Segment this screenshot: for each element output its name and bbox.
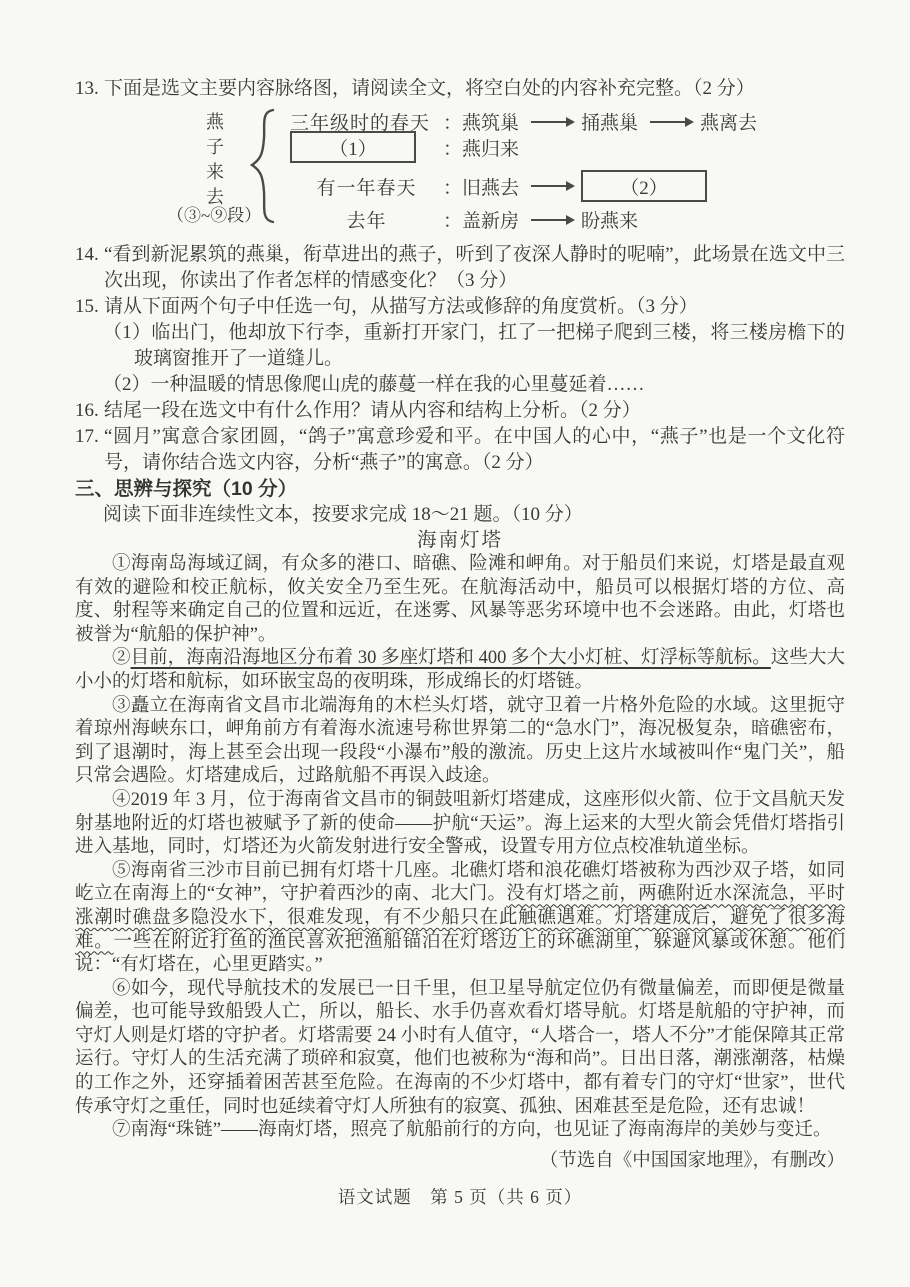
- question-15: [75, 294, 845, 320]
- question-15-number: 15.: [75, 296, 99, 317]
- diagram-row-4-label: 去年: [346, 211, 387, 232]
- question-13-number: 13.: [75, 78, 99, 99]
- paragraph-5-text-start: 海南省三沙市目前已拥有灯塔十几座。北礁灯塔和浪花礁灯塔被称为西沙双子塔，如同屹立在南海上的“女神”，守护着西沙的南、北大门。: [75, 860, 845, 905]
- arrow-icon: [531, 219, 573, 221]
- paragraph-3: [75, 695, 845, 789]
- diagram-row-2-chain: [443, 134, 527, 161]
- page-footer: 语文试题 第 5 页（共 6 页）: [337, 1186, 583, 1207]
- content-outline-diagram: [75, 104, 845, 238]
- question-14: [75, 242, 845, 294]
- paragraph-6: [75, 978, 845, 1120]
- question-16-text: 结尾一段在选文中有什么作用？请从内容和结构上分析。（2 分）: [104, 400, 641, 421]
- paragraph-1-marker: ①: [112, 554, 131, 574]
- diagram-row-3-label-cell: [290, 173, 443, 200]
- paragraph-1: [75, 553, 845, 647]
- diagram-row-4: [290, 206, 646, 233]
- question-15-option-2: [103, 372, 845, 398]
- answer-box-1: （1）: [290, 131, 416, 163]
- section-3-heading: 三、思辨与探究（10 分）: [75, 478, 298, 500]
- diagram-row-3-chain: [443, 170, 715, 202]
- source-attribution: （节选自《中国国家地理》，有删改）: [539, 1150, 845, 1171]
- diagram-row-2: [290, 131, 527, 163]
- diagram-side-label: 燕子来去: [204, 112, 224, 212]
- question-15-option-1-number: （1）: [103, 322, 152, 343]
- diagram-row-1-label: 三年级时的春天: [290, 113, 431, 134]
- paragraph-6-marker: ⑥: [112, 978, 131, 999]
- paragraph-7-marker: ⑦: [112, 1120, 131, 1141]
- page-content: [75, 76, 845, 1226]
- diagram-row-3-item-1: ：旧燕去: [443, 177, 520, 199]
- question-17-number: 17.: [75, 426, 99, 447]
- diagram-row-2-item-1: ：燕归来: [443, 138, 520, 160]
- question-17: [75, 424, 845, 476]
- paragraph-2-text: 这些大大小小的灯塔和航标，如环嵌宝岛的夜明珠，形成绵长的灯塔链。: [75, 648, 845, 692]
- paragraph-2: [75, 647, 845, 694]
- question-16: [75, 398, 845, 424]
- brace-icon: [246, 107, 276, 225]
- question-15-option-2-number: （2）: [103, 374, 151, 395]
- paragraph-3-text: 矗立在海南省文昌市北端海角的木栏头灯塔，就守卫着一片格外危险的水域。这里扼守着琼州海峡东口，岬角前方有着海水流速号称世界第二的“急水门”，海况极复杂，暗礁密布，到了退潮时，海上甚至会出现一段段“小瀑布”般的激流。历史上这片水域被叫作“鬼门关”，船只常会遇险。灯塔建成后，过路航船不再误入歧途。: [75, 695, 845, 787]
- diagram-row-1-item-2: 捅燕巢: [581, 113, 639, 134]
- paragraph-4-text: 2019 年 3 月，位于海南省文昌市的铜鼓咀新灯塔建成，这座形似火箭、位于文昌航天发射基地附近的灯塔也被赋予了新的使命——护航“天运”。海上运来的大型火箭会凭借灯塔指引进入基地，同时，灯塔还为火箭发射进行安全警戒，设置专用方位点校准轨道坐标。: [75, 789, 845, 858]
- paragraph-4-marker: ④: [112, 789, 131, 810]
- question-15-option-1: [103, 320, 845, 372]
- paragraph-6-text: 如今，现代导航技术的发展已一日千里，但卫星导航定位仍有微量偏差，而即便是微量偏差，也可能导致船毁人亡，所以，船长、水手仍喜欢看灯塔导航。灯塔是航船的守护神，而守灯人则是灯塔的守护者。灯塔需要 24 小时有人值守，“人塔合一，塔人不分”才能保障其正常运行。守灯人的生活充满了琐碎和寂寞，他们也被称为“海和尚”。日出日落，潮涨潮落，枯燥的工作之外，还穿插着困苦甚至危险。在海南的不少灯塔中，都有着专门的守灯“世家”，世代传承守灯之重任，同时也延续着守灯人所独有的寂寞、孤独、困难甚至是危险，还有忠诚！: [75, 978, 845, 1117]
- diagram-side-sublabel: （③~⑨段）: [167, 206, 262, 225]
- question-13: [75, 76, 845, 102]
- question-13-text: 下面是选文主要内容脉络图，请阅读全文，将空白处的内容补充完整。（2 分）: [104, 78, 755, 99]
- question-14-number: 14.: [75, 244, 99, 265]
- question-15-option-2-text: 一种温暖的情思像爬山虎的藤蔓一样在我的心里蔓延着……: [150, 374, 645, 395]
- paragraph-5: [75, 860, 845, 978]
- answer-box-2: （2）: [581, 170, 707, 202]
- paragraph-5-marker: ⑤: [112, 860, 131, 881]
- paragraph-3-marker: ③: [112, 695, 131, 716]
- question-16-number: 16.: [75, 400, 99, 421]
- diagram-row-3: [290, 170, 715, 202]
- diagram-row-3-label: 有一年春天: [316, 177, 417, 199]
- arrow-icon: [650, 121, 692, 123]
- question-17-text: “圆月”寓意合家团圆，“鸽子”寓意珍爱和平。在中国人的心中，“燕子”也是一个文化符号，请你结合选文内容，分析“燕子”的寓意。（2 分）: [104, 426, 845, 473]
- diagram-row-4-item-2: 盼燕来: [581, 211, 639, 232]
- essay-title: 海南灯塔: [416, 530, 503, 551]
- diagram-row-2-label-cell: [290, 131, 443, 163]
- diagram-row-4-item-1: ：盖新房: [443, 211, 520, 232]
- arrow-icon: [531, 121, 573, 123]
- question-15-text: 请从下面两个句子中任选一句，从描写方法或修辞的角度赏析。（3 分）: [104, 296, 698, 317]
- paragraph-4: [75, 789, 845, 860]
- paragraph-7: [75, 1119, 845, 1143]
- diagram-row-1-item-1: ：燕筑巢: [443, 113, 520, 134]
- arrow-icon: [531, 185, 573, 187]
- question-15-option-1-text: 临出门，他却放下行李，重新打开家门，扛了一把梯子爬到三楼，将三楼房檐下的玻璃窗推开了一道缝儿。: [134, 322, 845, 369]
- paragraph-1-text: 海南岛海域辽阔，有众多的港口、暗礁、险滩和岬角。对于船员们来说，灯塔是最直观有效的避险和校正航标，攸关安全乃至生死。在航海活动中，船员可以根据灯塔的方位、高度、射程等来确定自己的位置和远近，在迷雾、风暴等恶劣环境中也不会迷路。由此，灯塔也被誉为“航船的保护神”。: [75, 554, 845, 645]
- paragraph-2-underlined-sentence: 目前，海南沿海地区分布着 30 多座灯塔和 400 多个大小灯桩、灯浮标等航标。: [130, 648, 771, 669]
- diagram-row-4-chain: [443, 206, 646, 233]
- section-3-instructions: 阅读下面非连续性文本，按要求完成 18～21 题。（10 分）: [103, 504, 583, 525]
- paragraph-2-marker: ②: [112, 648, 131, 669]
- paragraph-5-text-end: 一些在附近打鱼的渔民喜欢把渔船锚泊在灯塔边上的环礁湖里，躲避风暴或休憩。他们说：“有灯塔在，心里更踏实。”: [75, 931, 845, 976]
- paragraph-7-text: 南海“珠链”——海南灯塔，照亮了航船前行的方向，也见证了海南海岸的美妙与变迁。: [130, 1120, 832, 1141]
- paragraph-5-wavy-underlined-sentence: 没有灯塔之前，两礁附近水深流急，平时涨潮时礁盘多隐没水下，很难发现，有不少船只在此触礁遇难。灯塔建成后，避免了很多海难。: [75, 884, 845, 952]
- essay-passage: [75, 553, 845, 1143]
- diagram-row-4-label-cell: [290, 206, 443, 233]
- diagram-row-1-item-3: 燕离去: [700, 113, 758, 134]
- question-14-text: “看到新泥累筑的燕巢，衔草进出的燕子，听到了夜深人静时的呢喃”，此场景在选文中三次出现，你读出了作者怎样的情感变化？（3 分）: [104, 244, 845, 291]
